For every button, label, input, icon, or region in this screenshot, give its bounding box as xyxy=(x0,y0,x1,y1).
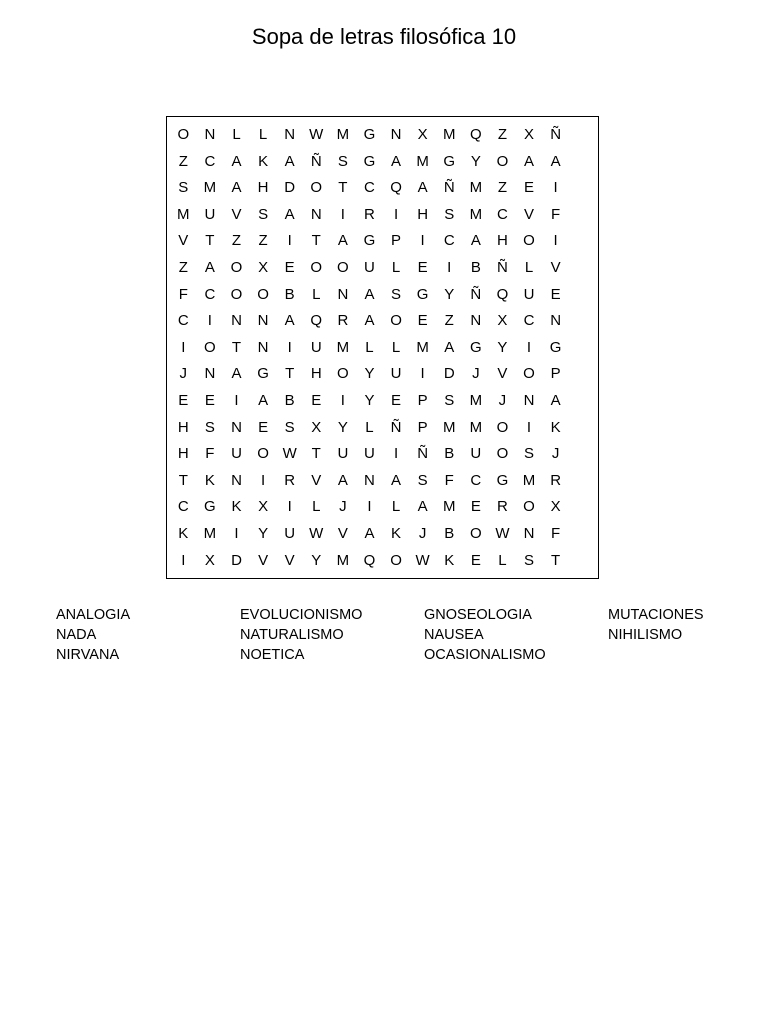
grid-cell: A xyxy=(258,391,269,409)
grid-cell: U xyxy=(364,258,375,276)
grid-cell: L xyxy=(312,498,321,516)
word-list-item: NAUSEA xyxy=(424,627,484,643)
grid-cell: I xyxy=(207,312,212,330)
grid-cell: B xyxy=(470,258,481,276)
grid-cell: W xyxy=(309,524,324,542)
grid-cell: O xyxy=(390,312,402,330)
grid-cell: I xyxy=(287,232,292,250)
word-list xyxy=(56,605,758,665)
grid-cell: O xyxy=(390,551,402,569)
grid-cell: C xyxy=(204,152,216,170)
grid-cell: I xyxy=(234,391,239,409)
grid-cell: D xyxy=(443,365,455,383)
grid-cell: Ñ xyxy=(310,152,322,170)
grid-cell: L xyxy=(391,338,401,356)
grid-cell: I xyxy=(393,445,399,463)
grid-cell: O xyxy=(230,285,243,303)
grid-cell: X xyxy=(311,418,322,436)
grid-cell: X xyxy=(258,258,269,276)
grid-cell: A xyxy=(417,179,428,197)
grid-row xyxy=(170,308,595,335)
grid-cell: S xyxy=(524,445,535,463)
grid-cell: N xyxy=(284,126,296,143)
grid-cell: Ñ xyxy=(390,418,402,436)
grid-cell: L xyxy=(232,126,241,143)
grid-cell: Q xyxy=(310,312,323,330)
word-list-item: NIRVANA xyxy=(56,647,120,663)
grid-cell: A xyxy=(337,232,348,250)
word-list-item: EVOLUCIONISMO xyxy=(240,607,363,623)
grid-cell: T xyxy=(338,179,348,197)
grid-cell: G xyxy=(496,471,509,489)
grid-cell: I xyxy=(393,205,399,223)
grid-cell: G xyxy=(443,152,456,170)
grid-row xyxy=(170,388,595,415)
grid-cell: Q xyxy=(390,179,402,197)
grid-cell: C xyxy=(470,471,482,489)
grid-cell: R xyxy=(550,471,562,489)
grid-cell: T xyxy=(311,232,321,250)
grid-cell: A xyxy=(284,312,295,330)
grid-cell: Q xyxy=(496,285,509,303)
grid-cell: A xyxy=(364,312,375,330)
grid-cell: I xyxy=(340,205,345,223)
grid-cell: E xyxy=(311,391,322,409)
grid-cell: G xyxy=(204,498,216,516)
word-list-item: NIHILISMO xyxy=(608,627,683,643)
grid-cell: Ñ xyxy=(497,258,508,276)
grid-cell: H xyxy=(177,418,189,436)
grid-cell: K xyxy=(258,152,269,170)
grid-cell: M xyxy=(469,205,483,223)
grid-cell: L xyxy=(524,258,534,276)
grid-cell: K xyxy=(444,551,455,569)
grid-cell: S xyxy=(444,391,455,409)
grid-row xyxy=(170,521,595,548)
grid-cell: I xyxy=(526,338,532,356)
grid-cell: C xyxy=(204,285,216,303)
grid-cell: W xyxy=(415,551,430,569)
grid-cell: X xyxy=(497,312,508,330)
grid-cell: V xyxy=(178,232,189,250)
grid-cell: U xyxy=(231,445,242,463)
grid-cell: J xyxy=(472,365,480,383)
grid-cell: R xyxy=(337,312,349,330)
grid-cell: F xyxy=(551,524,561,542)
grid-row xyxy=(170,202,595,229)
grid-cell: O xyxy=(496,418,509,436)
grid-cell: M xyxy=(522,471,536,489)
grid-cell: A xyxy=(337,471,348,489)
grid-cell: M xyxy=(416,338,429,356)
grid-cell: O xyxy=(337,258,349,276)
grid-cell: H xyxy=(497,232,508,250)
grid-cell: I xyxy=(526,418,532,436)
grid-cell: M xyxy=(336,551,350,569)
grid-cell: M xyxy=(469,179,483,197)
grid-cell: E xyxy=(204,391,215,409)
grid-cell: M xyxy=(442,418,456,436)
grid-cell: Z xyxy=(178,152,188,170)
grid-cell: Ñ xyxy=(550,126,562,143)
grid-cell: S xyxy=(444,205,455,223)
grid-cell: C xyxy=(177,498,189,516)
grid-cell: U xyxy=(204,205,216,223)
grid-cell: M xyxy=(442,126,456,143)
grid-cell: O xyxy=(496,445,509,463)
grid-cell: N xyxy=(337,285,349,303)
grid-cell: J xyxy=(339,498,347,516)
grid-row xyxy=(170,149,595,176)
grid-cell: P xyxy=(417,418,428,436)
grid-cell: A xyxy=(231,152,242,170)
grid-row xyxy=(170,415,595,442)
word-list-item: NADA xyxy=(56,627,97,643)
grid-cell: O xyxy=(523,498,535,516)
grid-cell: M xyxy=(336,126,350,143)
grid-cell: Z xyxy=(497,126,507,143)
grid-cell: Y xyxy=(364,391,375,409)
grid-cell: E xyxy=(470,551,481,569)
grid-cell: L xyxy=(258,126,268,143)
grid-row xyxy=(170,441,595,468)
grid-cell: R xyxy=(497,498,508,516)
grid-cell: H xyxy=(310,365,322,383)
grid-row xyxy=(170,122,595,149)
grid-cell: T xyxy=(551,551,561,569)
grid-cell: Y xyxy=(444,285,455,303)
grid-cell: M xyxy=(469,418,483,436)
grid-cell: X xyxy=(258,498,269,516)
grid-cell: U xyxy=(284,524,296,542)
grid-row xyxy=(170,494,595,521)
grid-cell: U xyxy=(523,285,535,303)
grid-cell: M xyxy=(203,179,217,197)
grid-cell: A xyxy=(550,391,561,409)
grid-cell: T xyxy=(231,338,242,356)
grid-cell: G xyxy=(549,338,562,356)
grid-cell: O xyxy=(337,365,349,383)
grid-cell: S xyxy=(284,418,295,436)
grid-cell: A xyxy=(284,152,295,170)
grid-cell: B xyxy=(284,391,295,409)
grid-cell: V xyxy=(231,205,242,223)
grid-cell: F xyxy=(444,471,454,489)
grid-cell: A xyxy=(470,232,481,250)
grid-cell: E xyxy=(178,391,189,409)
grid-cell: J xyxy=(551,445,560,463)
grid-cell: I xyxy=(553,179,558,197)
grid-cell: I xyxy=(420,232,425,250)
grid-cell: L xyxy=(365,418,374,436)
grid-cell: G xyxy=(363,232,376,250)
grid-cell: I xyxy=(340,391,345,409)
grid-cell: O xyxy=(523,365,535,383)
grid-cell: Y xyxy=(364,365,375,383)
grid-cell: I xyxy=(553,232,558,250)
grid-cell: H xyxy=(417,205,429,223)
page-title: Sopa de letras filosófica 10 xyxy=(251,24,517,49)
grid-cell: N xyxy=(310,205,322,223)
grid-cell: A xyxy=(231,365,242,383)
grid-cell: O xyxy=(496,152,509,170)
grid-cell: R xyxy=(364,205,375,223)
grid-cell: B xyxy=(284,285,295,303)
grid-cell: P xyxy=(417,391,428,409)
grid-cell: E xyxy=(524,179,535,197)
grid-cell: C xyxy=(443,232,455,250)
grid-cell: J xyxy=(179,365,188,383)
grid-cell: W xyxy=(282,445,297,463)
grid-cell: S xyxy=(524,551,535,569)
grid-cell: U xyxy=(337,445,349,463)
grid-cell: C xyxy=(364,179,375,197)
grid-cell: G xyxy=(469,338,482,356)
grid-cell: X xyxy=(550,498,561,516)
grid-cell: S xyxy=(204,418,215,436)
grid-cell: B xyxy=(444,445,455,463)
grid-cell: N xyxy=(204,365,216,383)
grid-cell: S xyxy=(417,471,428,489)
grid-cell: E xyxy=(258,418,269,436)
grid-cell: O xyxy=(310,258,323,276)
grid-cell: K xyxy=(178,524,189,542)
grid-cell: N xyxy=(470,312,482,330)
grid-cell: C xyxy=(497,205,508,223)
grid-cell: P xyxy=(550,365,561,383)
grid-cell: Q xyxy=(469,126,482,143)
grid-cell: V xyxy=(258,551,269,569)
grid-cell: Ñ xyxy=(470,285,482,303)
grid-cell: W xyxy=(495,524,510,542)
grid-cell: S xyxy=(391,285,402,303)
grid-cell: I xyxy=(287,498,292,516)
grid-cell: L xyxy=(365,338,374,356)
grid-cell: U xyxy=(364,445,375,463)
grid-cell: I xyxy=(234,524,239,542)
grid-cell: L xyxy=(312,285,321,303)
grid-cell: S xyxy=(258,205,269,223)
grid-cell: M xyxy=(442,498,456,516)
grid-cell: N xyxy=(523,391,535,409)
grid-cell: O xyxy=(469,524,482,542)
grid-cell: A xyxy=(524,152,535,170)
grid-cell: Y xyxy=(311,551,322,569)
grid-cell: V xyxy=(497,365,508,383)
grid-cell: N xyxy=(257,338,269,356)
grid-cell: M xyxy=(336,338,350,356)
grid-cell: X xyxy=(417,126,428,143)
grid-cell: L xyxy=(498,551,507,569)
grid-row xyxy=(170,335,595,362)
grid-cell: K xyxy=(231,498,242,516)
grid-cell: T xyxy=(311,445,321,463)
word-list-item: OCASIONALISMO xyxy=(424,647,546,663)
grid-cell: E xyxy=(550,285,561,303)
grid-cell: M xyxy=(416,152,429,170)
grid-cell: A xyxy=(231,179,242,197)
grid-cell: N xyxy=(231,418,242,436)
grid-cell: O xyxy=(310,179,323,197)
grid-row xyxy=(170,255,595,282)
grid-cell: L xyxy=(391,498,401,516)
grid-cell: N xyxy=(390,126,402,143)
grid-cell: V xyxy=(524,205,535,223)
grid-cell: G xyxy=(363,126,376,143)
word-list-item: MUTACIONES xyxy=(608,607,704,623)
grid-cell: C xyxy=(177,312,189,330)
grid-cell: A xyxy=(391,471,402,489)
grid-cell: Y xyxy=(470,152,481,170)
grid-cell: R xyxy=(284,471,296,489)
grid-cell: A xyxy=(284,205,295,223)
grid-cell: X xyxy=(204,551,215,569)
grid-cell: F xyxy=(205,445,215,463)
grid-cell: L xyxy=(391,258,401,276)
grid-cell: I xyxy=(181,338,186,356)
grid-cell: T xyxy=(205,232,215,250)
grid-cell: H xyxy=(257,179,269,197)
grid-cell: U xyxy=(470,445,482,463)
grid-cell: Y xyxy=(337,418,348,436)
grid-cell: A xyxy=(391,152,402,170)
grid-row xyxy=(170,361,595,388)
grid-cell: A xyxy=(364,285,375,303)
grid-cell: N xyxy=(364,471,375,489)
grid-cell: K xyxy=(550,418,561,436)
grid-cell: M xyxy=(469,391,483,409)
grid-cell: Q xyxy=(363,551,376,569)
grid-cell: J xyxy=(418,524,427,542)
grid-cell: M xyxy=(177,205,190,223)
word-list-item: ANALOGIA xyxy=(56,607,131,623)
grid-cell: I xyxy=(260,471,266,489)
grid-cell: T xyxy=(285,365,295,383)
grid-cell: N xyxy=(231,312,242,330)
grid-cell: F xyxy=(551,205,561,223)
grid-cell: M xyxy=(203,524,217,542)
grid-cell: D xyxy=(284,179,296,197)
grid-cell: S xyxy=(178,179,189,197)
grid-cell: B xyxy=(444,524,455,542)
grid-row xyxy=(170,548,595,575)
grid-cell: A xyxy=(550,152,561,170)
grid-cell: O xyxy=(230,258,243,276)
grid-cell: U xyxy=(390,365,402,383)
grid-cell: T xyxy=(178,471,188,489)
grid-cell: I xyxy=(181,551,186,569)
grid-cell: Z xyxy=(497,179,507,197)
grid-cell: I xyxy=(287,338,292,356)
grid-cell: D xyxy=(231,551,242,569)
grid-cell: K xyxy=(204,471,215,489)
grid-cell: Z xyxy=(231,232,242,250)
grid-row xyxy=(170,175,595,202)
grid-cell: N xyxy=(231,471,242,489)
grid-cell: Z xyxy=(444,312,454,330)
grid-cell: Z xyxy=(178,258,188,276)
grid-row xyxy=(170,282,595,309)
grid-row xyxy=(170,228,595,255)
grid-cell: C xyxy=(523,312,535,330)
grid-cell: N xyxy=(550,312,562,330)
grid-cell: A xyxy=(417,498,428,516)
grid-cell: V xyxy=(311,471,322,489)
grid-cell: E xyxy=(284,258,295,276)
word-list-item: NATURALISMO xyxy=(240,627,344,643)
grid-cell: Y xyxy=(497,338,508,356)
grid-cell: U xyxy=(310,338,322,356)
grid-cell: I xyxy=(420,365,425,383)
grid-cell: G xyxy=(257,365,269,383)
grid-cell: E xyxy=(417,258,428,276)
grid-cell: V xyxy=(284,551,295,569)
grid-cell: I xyxy=(447,258,452,276)
grid-cell: Ñ xyxy=(417,445,429,463)
grid-cell: O xyxy=(523,232,535,250)
grid-cell: X xyxy=(524,126,535,143)
grid-cell: Y xyxy=(258,524,269,542)
word-list-item: GNOSEOLOGIA xyxy=(424,607,532,623)
grid-cell: E xyxy=(470,498,481,516)
grid-cell: W xyxy=(309,126,324,143)
grid-cell: E xyxy=(391,391,402,409)
grid-cell: N xyxy=(204,126,216,143)
grid-cell: O xyxy=(257,285,269,303)
grid-cell: A xyxy=(444,338,455,356)
grid-cell: O xyxy=(177,126,190,143)
grid-cell: S xyxy=(337,152,348,170)
grid-cell: F xyxy=(178,285,188,303)
grid-cell: V xyxy=(550,258,561,276)
grid-cell: J xyxy=(498,391,507,409)
grid-cell: P xyxy=(391,232,402,250)
word-list-item: NOETICA xyxy=(240,647,305,663)
grid-cell: N xyxy=(523,524,535,542)
grid-cell: H xyxy=(177,445,189,463)
grid-cell: A xyxy=(364,524,375,542)
letter-grid xyxy=(166,116,599,579)
grid-cell: K xyxy=(391,524,402,542)
grid-cell: O xyxy=(257,445,269,463)
grid-cell: G xyxy=(416,285,429,303)
grid-cell: I xyxy=(367,498,372,516)
grid-cell: A xyxy=(204,258,215,276)
grid-cell: V xyxy=(337,524,348,542)
grid-row xyxy=(170,468,595,495)
grid-cell: E xyxy=(417,312,428,330)
grid-cell: O xyxy=(204,338,216,356)
grid-cell: Z xyxy=(258,232,268,250)
grid-cell: N xyxy=(257,312,269,330)
grid-cell: G xyxy=(363,152,376,170)
grid-cell: Ñ xyxy=(443,179,455,197)
